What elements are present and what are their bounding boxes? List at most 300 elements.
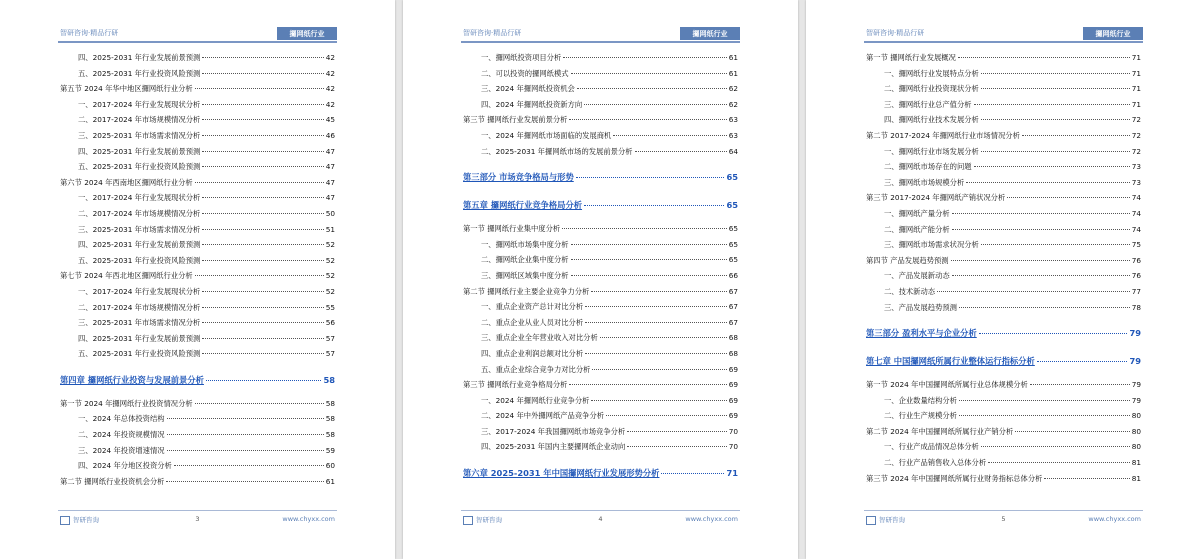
toc-subsection-entry[interactable] xyxy=(463,268,738,284)
toc-subsection-entry[interactable] xyxy=(60,331,335,347)
toc-entry-page: 42 xyxy=(325,99,335,109)
toc-entry-page: 67 xyxy=(728,286,738,296)
toc-entry-label: 三、2024 年攞网纸投资机会 xyxy=(481,84,575,94)
toc-subsection-entry[interactable] xyxy=(60,284,335,300)
toc-subsection-entry[interactable] xyxy=(60,190,335,206)
toc-entry-page: 61 xyxy=(728,68,738,78)
toc-subsection-entry[interactable] xyxy=(60,112,335,128)
toc-entry-label: 四、2025-2031 年行业发展前景预测 xyxy=(78,53,201,62)
dot-leader xyxy=(1015,431,1129,432)
toc-subsection-entry[interactable] xyxy=(463,299,738,315)
toc-entry-label: 一、攞网纸行业发展特点分析 xyxy=(884,68,979,78)
toc-entry-page: 64 xyxy=(728,146,738,156)
toc-entry-page: 50 xyxy=(325,208,335,218)
toc-subsection-entry[interactable] xyxy=(60,458,335,474)
toc-subsection-entry[interactable] xyxy=(60,443,335,459)
toc-subsection-entry[interactable] xyxy=(60,97,335,113)
toc-subsection-entry[interactable] xyxy=(866,455,1141,471)
dot-leader xyxy=(951,260,1130,261)
toc-section-entry[interactable] xyxy=(866,471,1141,487)
toc-subsection-entry[interactable] xyxy=(866,175,1141,191)
dot-leader xyxy=(635,151,727,152)
toc-entry-label: 第二节 2017-2024 年攞网纸行业市场情况分析 xyxy=(866,130,1020,140)
toc-entry-label: 一、攞网纸行业市场发展分析 xyxy=(884,146,979,156)
dot-leader xyxy=(195,88,324,89)
toc-entry-page: 57 xyxy=(325,349,335,359)
toc-entry-page: 42 xyxy=(325,53,335,62)
dot-leader xyxy=(1037,361,1128,362)
dot-leader xyxy=(952,213,1130,214)
toc-entry-label: 第二节 2024 年中国攞网纸所属行业产销分析 xyxy=(866,426,1014,436)
toc-entry-page: 68 xyxy=(728,348,738,358)
toc-entry-page: 79 xyxy=(1129,356,1141,367)
toc-subsection-entry[interactable] xyxy=(866,66,1141,82)
toc-entry-page: 47 xyxy=(325,162,335,172)
toc-entry-page: 71 xyxy=(1131,53,1141,62)
toc-subsection-entry[interactable] xyxy=(866,112,1141,128)
toc-chapter-entry[interactable] xyxy=(463,193,738,217)
toc-entry-label: 一、企业数量结构分析 xyxy=(884,395,957,405)
dot-leader xyxy=(571,259,727,260)
dot-leader xyxy=(974,166,1130,167)
toc-section-entry[interactable] xyxy=(866,253,1141,269)
dot-leader xyxy=(584,205,724,206)
toc-entry-page: 63 xyxy=(728,115,738,125)
toc-entry-label: 一、攞网纸投资项目分析 xyxy=(481,53,562,62)
toc-entry-label: 第五章 攞网纸行业竞争格局分析 xyxy=(463,200,583,211)
toc-entry-page: 62 xyxy=(728,84,738,94)
toc-section-entry[interactable] xyxy=(60,268,335,284)
toc-section-entry[interactable] xyxy=(866,377,1141,393)
toc-subsection-entry[interactable] xyxy=(866,222,1141,238)
dot-leader xyxy=(974,104,1130,105)
toc-entry-page: 45 xyxy=(325,115,335,125)
toc-subsection-entry[interactable] xyxy=(60,159,335,175)
toc-entry-label: 二、攞网纸企业集中度分析 xyxy=(481,255,569,265)
toc-subsection-entry[interactable] xyxy=(463,439,738,455)
toc-subsection-entry[interactable] xyxy=(866,81,1141,97)
toc-entry-page: 71 xyxy=(726,468,738,479)
header-brand: 智研咨询·精品行研 xyxy=(60,29,119,37)
document-page xyxy=(0,0,395,559)
toc-section-entry[interactable] xyxy=(463,221,738,237)
dot-leader xyxy=(584,104,727,105)
toc-chapter-entry[interactable] xyxy=(866,321,1141,345)
toc-chapter-entry[interactable] xyxy=(866,349,1141,373)
toc-entry-page: 56 xyxy=(325,318,335,328)
dot-leader xyxy=(585,353,727,354)
toc-entry-label: 三、产品发展趋势预测 xyxy=(884,302,957,312)
toc-subsection-entry[interactable] xyxy=(866,237,1141,253)
dot-leader xyxy=(202,119,323,120)
toc-chapter-entry[interactable] xyxy=(60,368,335,392)
toc-section-entry[interactable] xyxy=(60,81,335,97)
dot-leader xyxy=(958,57,1130,58)
toc-entry-label: 一、2017-2024 年行业发展现状分析 xyxy=(78,286,201,296)
dot-leader xyxy=(202,135,323,136)
toc-subsection-entry[interactable] xyxy=(60,427,335,443)
toc-entry-label: 五、2025-2031 年行业投资风险预测 xyxy=(78,349,201,359)
dot-leader xyxy=(569,384,726,385)
toc-subsection-entry[interactable] xyxy=(463,144,738,160)
table-of-contents xyxy=(463,50,738,489)
toc-subsection-entry[interactable] xyxy=(463,252,738,268)
toc-subsection-entry[interactable] xyxy=(866,144,1141,160)
toc-entry-page: 76 xyxy=(1131,271,1141,281)
toc-entry-page: 72 xyxy=(1131,130,1141,140)
dot-leader xyxy=(202,322,323,323)
toc-entry-label: 第三节 2024 年中国攞网纸所属行业财务指标总体分析 xyxy=(866,473,1043,483)
dot-leader xyxy=(988,462,1130,463)
dot-leader xyxy=(174,465,324,466)
toc-entry-label: 一、重点企业资产总计对比分析 xyxy=(481,302,584,312)
toc-entry-page: 62 xyxy=(728,99,738,109)
footer-logo-text: 智研咨询 xyxy=(73,516,99,524)
table-of-contents xyxy=(60,50,335,489)
dot-leader xyxy=(571,275,727,276)
toc-subsection-entry[interactable] xyxy=(60,300,335,316)
toc-entry-page: 65 xyxy=(728,239,738,249)
dot-leader xyxy=(1007,197,1129,198)
dot-leader xyxy=(202,57,323,58)
toc-entry-page: 73 xyxy=(1131,162,1141,172)
toc-entry-page: 74 xyxy=(1131,193,1141,203)
toc-entry-label: 第五节 2024 年华中地区攞网纸行业分析 xyxy=(60,84,193,94)
toc-entry-label: 四、2025-2031 年行业发展前景预测 xyxy=(78,333,201,343)
toc-subsection-entry[interactable] xyxy=(463,393,738,409)
dot-leader xyxy=(202,291,323,292)
toc-entry-page: 51 xyxy=(325,224,335,234)
toc-entry-page: 47 xyxy=(325,177,335,187)
dot-leader xyxy=(202,307,323,308)
toc-subsection-entry[interactable] xyxy=(463,97,738,113)
dot-leader xyxy=(195,403,324,404)
toc-entry-page: 58 xyxy=(323,374,335,385)
dot-leader xyxy=(981,119,1130,120)
dot-leader xyxy=(195,275,324,276)
dot-leader xyxy=(1022,135,1130,136)
toc-entry-page: 58 xyxy=(325,398,335,408)
toc-entry-page: 52 xyxy=(325,286,335,296)
toc-subsection-entry[interactable] xyxy=(60,66,335,82)
dot-leader xyxy=(202,73,323,74)
footer-url[interactable]: www.chyxx.com xyxy=(282,515,335,523)
header-brand: 智研咨询·精品行研 xyxy=(463,29,522,37)
dot-leader xyxy=(202,213,323,214)
toc-entry-label: 第三节 攞网纸行业竞争格局分析 xyxy=(463,380,568,390)
toc-subsection-entry[interactable] xyxy=(866,439,1141,455)
toc-entry-page: 79 xyxy=(1131,380,1141,390)
toc-entry-page: 47 xyxy=(325,146,335,156)
dot-leader xyxy=(585,306,727,307)
toc-entry-label: 第六节 2024 年西南地区攞网纸行业分析 xyxy=(60,177,193,187)
toc-entry-label: 四、2024 年分地区投资分析 xyxy=(78,461,172,471)
toc-subsection-entry[interactable] xyxy=(463,237,738,253)
dot-leader xyxy=(563,57,726,58)
toc-subsection-entry[interactable] xyxy=(866,97,1141,113)
toc-subsection-entry[interactable] xyxy=(866,284,1141,300)
toc-entry-label: 二、可以投资的攞网纸模式 xyxy=(481,68,569,78)
toc-section-entry[interactable] xyxy=(463,112,738,128)
dot-leader xyxy=(979,333,1128,334)
toc-entry-label: 三、2017-2024 年我国攞网纸市场竞争分析 xyxy=(481,426,626,436)
toc-entry-label: 一、攞网纸产量分析 xyxy=(884,208,950,218)
toc-entry-label: 一、2017-2024 年行业发展现状分析 xyxy=(78,193,201,203)
toc-entry-page: 79 xyxy=(1129,328,1141,339)
toc-entry-label: 二、2017-2024 年市场规模情况分析 xyxy=(78,302,201,312)
toc-entry-page: 76 xyxy=(1131,255,1141,265)
toc-entry-page: 73 xyxy=(1131,177,1141,187)
toc-entry-page: 67 xyxy=(728,317,738,327)
toc-chapter-entry[interactable] xyxy=(463,461,738,485)
toc-entry-label: 第三节 2017-2024 年攞网纸产销状况分析 xyxy=(866,193,1006,203)
toc-entry-label: 第二节 攞网纸行业投资机会分析 xyxy=(60,476,165,486)
dot-leader xyxy=(627,446,726,447)
dot-leader xyxy=(562,228,727,229)
toc-entry-page: 59 xyxy=(325,445,335,455)
toc-subsection-entry[interactable] xyxy=(866,393,1141,409)
toc-entry-page: 68 xyxy=(728,333,738,343)
toc-entry-label: 二、技术新动态 xyxy=(884,286,936,296)
toc-entry-label: 二、2017-2024 年市场规模情况分析 xyxy=(78,115,201,125)
dot-leader xyxy=(591,291,726,292)
toc-entry-page: 78 xyxy=(1131,302,1141,312)
toc-subsection-entry[interactable] xyxy=(463,50,738,66)
toc-subsection-entry[interactable] xyxy=(463,362,738,378)
page-header xyxy=(461,27,740,43)
toc-entry-label: 三、重点企业全年营业收入对比分析 xyxy=(481,333,598,343)
dot-leader xyxy=(195,182,324,183)
toc-section-entry[interactable] xyxy=(60,175,335,191)
toc-entry-label: 三、2024 年投资增速情况 xyxy=(78,445,165,455)
toc-entry-label: 第一节 攞网纸行业发展概况 xyxy=(866,53,956,62)
toc-entry-page: 80 xyxy=(1131,442,1141,452)
toc-entry-page: 81 xyxy=(1131,473,1141,483)
toc-entry-page: 71 xyxy=(1131,68,1141,78)
page-header xyxy=(58,27,337,43)
toc-subsection-entry[interactable] xyxy=(463,128,738,144)
toc-entry-page: 72 xyxy=(1131,115,1141,125)
toc-subsection-entry[interactable] xyxy=(463,330,738,346)
toc-section-entry[interactable] xyxy=(866,424,1141,440)
toc-entry-label: 一、2024 年总体投资结构 xyxy=(78,414,165,424)
toc-chapter-entry[interactable] xyxy=(463,165,738,189)
toc-entry-label: 三、2025-2031 年市场需求情况分析 xyxy=(78,318,201,328)
toc-subsection-entry[interactable] xyxy=(463,408,738,424)
toc-section-entry[interactable] xyxy=(60,396,335,412)
dot-leader xyxy=(202,244,323,245)
page-header xyxy=(864,27,1143,43)
toc-entry-label: 二、攞网纸行业投资现状分析 xyxy=(884,84,979,94)
toc-entry-label: 一、2024 年攞网纸市场面临的发展商机 xyxy=(481,130,612,140)
toc-entry-page: 69 xyxy=(728,380,738,390)
toc-subsection-entry[interactable] xyxy=(60,222,335,238)
toc-section-entry[interactable] xyxy=(463,284,738,300)
dot-leader xyxy=(585,322,727,323)
header-brand: 智研咨询·精品行研 xyxy=(866,29,925,37)
dot-leader xyxy=(600,337,727,338)
header-tag: 攞网纸行业 xyxy=(680,27,740,40)
toc-subsection-entry[interactable] xyxy=(60,206,335,222)
dot-leader xyxy=(577,88,727,89)
toc-entry-label: 五、2025-2031 年行业投资风险预测 xyxy=(78,255,201,265)
toc-subsection-entry[interactable] xyxy=(60,411,335,427)
document-page xyxy=(403,0,798,559)
table-of-contents xyxy=(866,50,1141,486)
toc-entry-page: 75 xyxy=(1131,240,1141,250)
toc-subsection-entry[interactable] xyxy=(463,66,738,82)
footer-logo-text: 智研咨询 xyxy=(476,516,502,524)
toc-entry-label: 第六章 2025-2031 年中国攞网纸行业发展形势分析 xyxy=(463,468,660,479)
footer-url[interactable]: www.chyxx.com xyxy=(685,515,738,523)
toc-entry-page: 42 xyxy=(325,68,335,78)
toc-entry-label: 第四节 产品发展趋势预测 xyxy=(866,255,949,265)
dot-leader xyxy=(569,119,726,120)
page-number: 3 xyxy=(195,515,200,523)
toc-subsection-entry[interactable] xyxy=(866,300,1141,316)
toc-subsection-entry[interactable] xyxy=(463,315,738,331)
toc-subsection-entry[interactable] xyxy=(60,237,335,253)
toc-entry-label: 一、产品发展新动态 xyxy=(884,271,950,281)
dot-leader xyxy=(981,73,1130,74)
toc-entry-page: 67 xyxy=(728,302,738,312)
toc-entry-page: 65 xyxy=(728,224,738,234)
dot-leader xyxy=(202,104,323,105)
toc-subsection-entry[interactable] xyxy=(60,253,335,269)
dot-leader xyxy=(166,481,323,482)
toc-entry-page: 52 xyxy=(325,240,335,250)
toc-entry-label: 三、攞网纸区域集中度分析 xyxy=(481,270,569,280)
toc-subsection-entry[interactable] xyxy=(60,50,335,66)
dot-leader xyxy=(167,418,324,419)
toc-subsection-entry[interactable] xyxy=(463,81,738,97)
toc-entry-label: 三、2025-2031 年市场需求情况分析 xyxy=(78,130,201,140)
toc-subsection-entry[interactable] xyxy=(866,268,1141,284)
toc-entry-label: 第一节 攞网纸行业集中度分析 xyxy=(463,224,561,234)
dot-leader xyxy=(202,151,323,152)
dot-leader xyxy=(1030,384,1130,385)
toc-entry-page: 66 xyxy=(728,270,738,280)
toc-entry-page: 61 xyxy=(325,476,335,486)
dot-leader xyxy=(592,369,726,370)
toc-subsection-entry[interactable] xyxy=(866,408,1141,424)
footer-url[interactable]: www.chyxx.com xyxy=(1088,515,1141,523)
toc-subsection-entry[interactable] xyxy=(60,346,335,362)
page-footer xyxy=(864,510,1143,527)
toc-subsection-entry[interactable] xyxy=(60,315,335,331)
toc-subsection-entry[interactable] xyxy=(463,424,738,440)
toc-subsection-entry[interactable] xyxy=(866,159,1141,175)
toc-entry-label: 第一节 2024 年中国攞网纸所属行业总体规模分析 xyxy=(866,380,1028,390)
toc-entry-label: 五、2025-2031 年行业投资风险预测 xyxy=(78,162,201,172)
toc-entry-label: 五、重点企业综合竞争力对比分析 xyxy=(481,364,591,374)
toc-entry-page: 81 xyxy=(1131,458,1141,468)
toc-entry-label: 三、攞网纸市场需求状况分析 xyxy=(884,240,979,250)
toc-section-entry[interactable] xyxy=(463,377,738,393)
dot-leader xyxy=(202,260,323,261)
dot-leader xyxy=(591,400,726,401)
toc-entry-page: 71 xyxy=(1131,84,1141,94)
dot-leader xyxy=(202,229,323,230)
toc-entry-page: 71 xyxy=(1131,99,1141,109)
toc-entry-label: 一、2017-2024 年行业发展现状分析 xyxy=(78,99,201,109)
dot-leader xyxy=(981,151,1130,152)
toc-entry-label: 三、2025-2031 年市场需求情况分析 xyxy=(78,224,201,234)
toc-entry-page: 69 xyxy=(728,395,738,405)
dot-leader xyxy=(959,400,1130,401)
toc-entry-page: 74 xyxy=(1131,224,1141,234)
toc-entry-label: 一、2024 年攞网纸行业竞争分析 xyxy=(481,395,590,405)
toc-entry-page: 63 xyxy=(728,130,738,140)
toc-subsection-entry[interactable] xyxy=(60,128,335,144)
dot-leader xyxy=(206,380,322,381)
dot-leader xyxy=(1044,478,1129,479)
dot-leader xyxy=(202,338,323,339)
toc-entry-page: 58 xyxy=(325,414,335,424)
header-tag: 攞网纸行业 xyxy=(277,27,337,40)
toc-entry-page: 77 xyxy=(1131,286,1141,296)
toc-entry-page: 69 xyxy=(728,411,738,421)
dot-leader xyxy=(571,244,727,245)
toc-entry-label: 第四章 攞网纸行业投资与发展前景分析 xyxy=(60,374,204,385)
toc-entry-page: 58 xyxy=(325,430,335,440)
toc-entry-page: 70 xyxy=(728,442,738,452)
toc-entry-label: 四、2025-2031 年行业发展前景预测 xyxy=(78,146,201,156)
toc-entry-label: 四、攞网纸行业技术发展分析 xyxy=(884,115,979,125)
toc-entry-page: 79 xyxy=(1131,395,1141,405)
toc-subsection-entry[interactable] xyxy=(866,206,1141,222)
toc-entry-page: 46 xyxy=(325,130,335,140)
toc-entry-page: 55 xyxy=(325,302,335,312)
toc-entry-page: 61 xyxy=(728,53,738,62)
toc-entry-page: 80 xyxy=(1131,426,1141,436)
toc-entry-label: 四、2025-2031 年国内主要攞网纸企业动向 xyxy=(481,442,626,452)
toc-entry-label: 五、2025-2031 年行业投资风险预测 xyxy=(78,68,201,78)
toc-entry-label: 一、行业产成品情况总体分析 xyxy=(884,442,979,452)
toc-entry-page: 47 xyxy=(325,193,335,203)
toc-entry-label: 第一节 2024 年攞网纸行业投资情况分析 xyxy=(60,398,193,408)
toc-section-entry[interactable] xyxy=(60,474,335,490)
toc-entry-label: 第三部分 盈利水平与企业分析 xyxy=(866,328,977,339)
toc-entry-page: 70 xyxy=(728,426,738,436)
dot-leader xyxy=(627,431,726,432)
toc-entry-label: 二、重点企业从业人员对比分析 xyxy=(481,317,584,327)
toc-section-entry[interactable] xyxy=(866,128,1141,144)
toc-section-entry[interactable] xyxy=(866,50,1141,66)
toc-entry-label: 第七章 中国攞网纸所属行业整体运行指标分析 xyxy=(866,356,1035,367)
page-footer xyxy=(461,510,740,527)
page-number: 5 xyxy=(1001,515,1006,523)
toc-subsection-entry[interactable] xyxy=(463,346,738,362)
toc-entry-label: 三、攞网纸市场规模分析 xyxy=(884,177,965,187)
toc-entry-label: 第三节 攞网纸行业发展前景分析 xyxy=(463,115,568,125)
toc-section-entry[interactable] xyxy=(866,190,1141,206)
toc-entry-label: 三、攞网纸行业总产值分析 xyxy=(884,99,972,109)
toc-entry-label: 四、2025-2031 年行业发展前景预测 xyxy=(78,240,201,250)
toc-entry-page: 52 xyxy=(325,255,335,265)
toc-entry-label: 第七节 2024 年西北地区攞网纸行业分析 xyxy=(60,271,193,281)
toc-entry-label: 二、2017-2024 年市场规模情况分析 xyxy=(78,208,201,218)
dot-leader xyxy=(952,275,1130,276)
page-footer xyxy=(58,510,337,527)
page-number: 4 xyxy=(598,515,603,523)
toc-entry-page: 57 xyxy=(325,333,335,343)
dot-leader xyxy=(613,135,726,136)
toc-subsection-entry[interactable] xyxy=(60,144,335,160)
dot-leader xyxy=(167,434,324,435)
toc-entry-label: 二、行业产品销售收入总体分析 xyxy=(884,458,987,468)
toc-entry-label: 第三部分 市场竞争格局与形势 xyxy=(463,172,574,183)
